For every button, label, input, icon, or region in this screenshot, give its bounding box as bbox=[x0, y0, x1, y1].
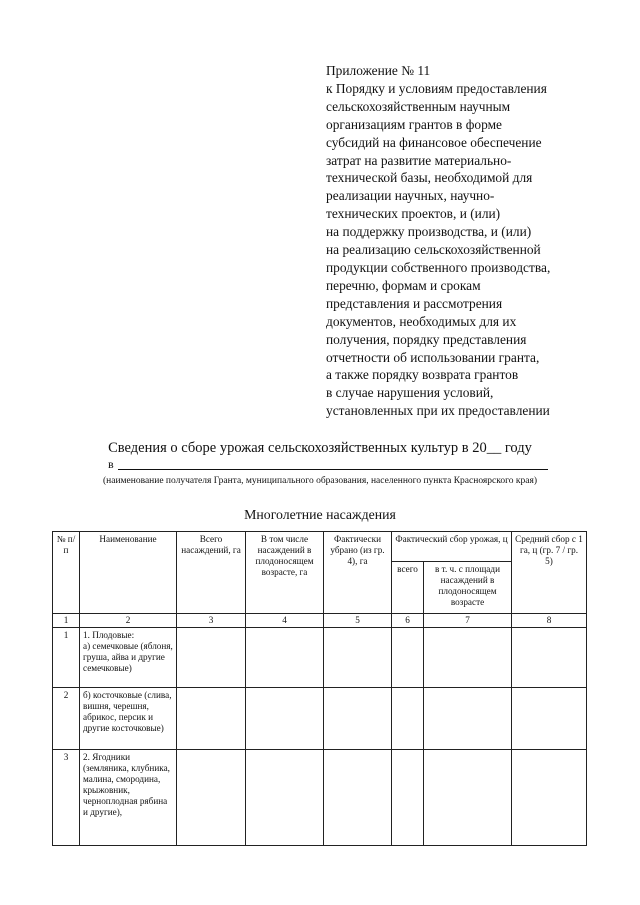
section-subtitle: Многолетние насаждения bbox=[244, 507, 396, 522]
appendix-line: к Порядку и условиям предоставления bbox=[326, 80, 547, 96]
cell-harvested[interactable] bbox=[324, 688, 392, 750]
column-number: 6 bbox=[392, 614, 424, 628]
cell-yield-bearing[interactable] bbox=[424, 688, 512, 750]
appendix-block bbox=[326, 62, 616, 420]
header-name: Наименование bbox=[80, 532, 177, 614]
appendix-line: Приложение № 11 bbox=[326, 63, 431, 78]
cell-total[interactable] bbox=[177, 628, 246, 688]
column-number: 5 bbox=[324, 614, 392, 628]
cell-harvested[interactable] bbox=[324, 628, 392, 688]
appendix-line: представления и рассмотрения bbox=[326, 295, 503, 311]
cell-avg[interactable] bbox=[512, 750, 587, 846]
appendix-line: организациям грантов в форме bbox=[326, 116, 502, 132]
appendix-line: а также порядку возврата грантов bbox=[326, 367, 519, 383]
recipient-prefix: в bbox=[108, 457, 114, 471]
appendix-line: технических проектов, и (или) bbox=[326, 206, 501, 222]
appendix-line: продукции собственного производства, bbox=[326, 259, 551, 275]
column-number: 3 bbox=[177, 614, 246, 628]
appendix-line: установленных при их предоставлении bbox=[326, 403, 550, 419]
appendix-line: на поддержку производства, и (или) bbox=[326, 224, 532, 240]
column-number: 8 bbox=[512, 614, 587, 628]
header-yield-group: Фактический сбор урожая, ц bbox=[392, 532, 512, 562]
appendix-line: реализации научных, научно- bbox=[326, 188, 495, 204]
cell-avg[interactable] bbox=[512, 688, 587, 750]
column-number: 7 bbox=[424, 614, 512, 628]
appendix-line: сельскохозяйственным научным bbox=[326, 98, 511, 114]
cell-yield-bearing[interactable] bbox=[424, 750, 512, 846]
header-yield-all: всего bbox=[392, 562, 424, 614]
table-row bbox=[53, 750, 587, 846]
form-title: Сведения о сборе урожая сельскохозяйственных культур в 20__ году bbox=[108, 440, 532, 456]
header-yield-bearing: в т. ч. с площади насаждений в плодоносящем возрасте bbox=[424, 562, 512, 614]
appendix-line: перечню, формам и срокам bbox=[326, 277, 481, 293]
cell-total[interactable] bbox=[177, 688, 246, 750]
table-row bbox=[53, 628, 587, 688]
cell-bearing[interactable] bbox=[246, 688, 324, 750]
cell-yield-bearing[interactable] bbox=[424, 628, 512, 688]
column-number: 1 bbox=[53, 614, 80, 628]
appendix-line: субсидий на финансовое обеспечение bbox=[326, 134, 542, 150]
appendix-line: получения, порядку представления bbox=[326, 331, 527, 347]
appendix-line: документов, необходимых для их bbox=[326, 313, 517, 329]
cell-yield-all[interactable] bbox=[392, 628, 424, 688]
column-number: 2 bbox=[80, 614, 177, 628]
recipient-hint: (наименование получателя Гранта, муниципального образования, населенного пункта Красноярского края) bbox=[102, 476, 538, 486]
recipient-line bbox=[108, 457, 548, 475]
row-name: 2. Ягодники (земляника, клубника, малина, смородина, крыжовник, черноплодная рябина и другие), bbox=[80, 750, 177, 846]
cell-total[interactable] bbox=[177, 750, 246, 846]
cell-harvested[interactable] bbox=[324, 750, 392, 846]
header-avg: Средний сбор с 1 га, ц (гр. 7 / гр. 5) bbox=[512, 532, 587, 614]
table-row bbox=[53, 688, 587, 750]
appendix-line: отчетности об использовании гранта, bbox=[326, 349, 540, 365]
harvest-table bbox=[52, 531, 587, 846]
header-num: № п/п bbox=[53, 532, 80, 614]
column-number-row bbox=[53, 614, 587, 628]
cell-bearing[interactable] bbox=[246, 628, 324, 688]
row-number: 2 bbox=[53, 688, 80, 750]
row-name: 1. Плодовые: а) семечковые (яблоня, груша, айва и другие семечковые) bbox=[80, 628, 177, 688]
header-total: Всего насаждений, га bbox=[177, 532, 246, 614]
row-number: 3 bbox=[53, 750, 80, 846]
header-bearing: В том числе насаждений в плодоносящем возрасте, га bbox=[246, 532, 324, 614]
recipient-fill-line bbox=[118, 469, 548, 470]
appendix-line: затрат на развитие материально- bbox=[326, 152, 512, 168]
appendix-line: технической базы, необходимой для bbox=[326, 170, 533, 186]
cell-avg[interactable] bbox=[512, 628, 587, 688]
appendix-line: на реализацию сельскохозяйственной bbox=[326, 242, 541, 258]
row-name: б) косточковые (слива, вишня, черешня, абрикос, персик и другие косточковые) bbox=[80, 688, 177, 750]
column-number: 4 bbox=[246, 614, 324, 628]
cell-yield-all[interactable] bbox=[392, 750, 424, 846]
header-harvested: Фактически убрано (из гр. 4), га bbox=[324, 532, 392, 614]
appendix-line: в случае нарушения условий, bbox=[326, 385, 494, 401]
cell-yield-all[interactable] bbox=[392, 688, 424, 750]
row-number: 1 bbox=[53, 628, 80, 688]
cell-bearing[interactable] bbox=[246, 750, 324, 846]
